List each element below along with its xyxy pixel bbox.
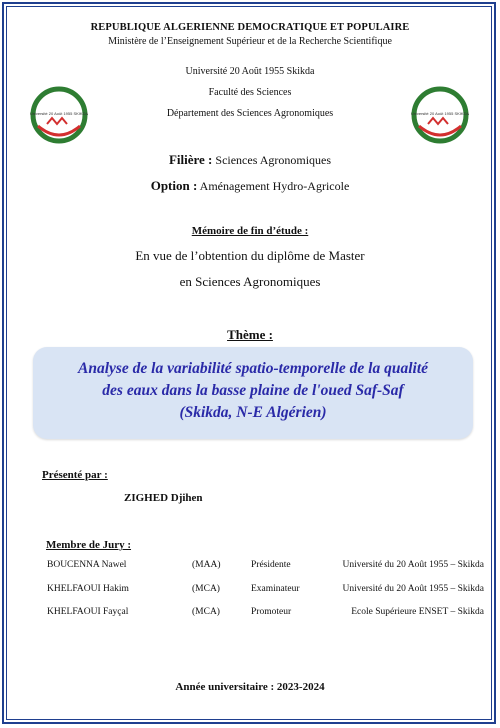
- jury-member-name: BOUCENNA Nawel: [47, 560, 127, 570]
- logo-text: Université 20 Août 1955 SKIKDA: [411, 111, 469, 116]
- memoire-heading: Mémoire de fin d’étude :: [191, 225, 309, 237]
- jury-member-role: Promoteur: [251, 607, 292, 617]
- option-value: Aménagement Hydro-Agricole: [199, 179, 350, 193]
- jury-row: [0, 607, 500, 623]
- student-name: ZIGHED Djihen: [124, 492, 203, 504]
- memoire-line-1: En vue de l’obtention du diplôme de Master: [135, 248, 365, 263]
- jury-label: Membre de Jury :: [46, 539, 132, 551]
- memoire-line-2: en Sciences Agronomiques: [179, 274, 321, 289]
- jury-member-name: KHELFAOUI Hakim: [47, 584, 129, 594]
- filiere-value: Sciences Agronomiques: [215, 153, 332, 167]
- theme-label: Thème :: [227, 327, 273, 342]
- jury-member-institution: Ecole Supérieure ENSET – Skikda: [351, 607, 484, 617]
- theme-line-2: des eaux dans la basse plaine de l'oued Saf-Saf: [102, 382, 404, 399]
- jury-member-grade: (MAA): [192, 560, 221, 570]
- university-name: Université 20 Août 1955 Skikda: [185, 66, 315, 77]
- option-line: [0, 178, 500, 194]
- jury-row: [0, 560, 500, 576]
- option-label: Option :: [150, 178, 198, 193]
- theme-title: [33, 358, 473, 424]
- jury-member-name: KHELFAOUI Fayçal: [47, 607, 129, 617]
- jury-member-institution: Université du 20 Août 1955 – Skikda: [342, 584, 484, 594]
- department-name: Département des Sciences Agronomiques: [166, 108, 334, 119]
- logo-text: Université 20 Août 1955 SKIKDA: [30, 111, 88, 116]
- ministry-name: Ministère de l’Enseignement Supérieur et de la Recherche Scientifique: [108, 36, 392, 47]
- theme-line-3: (Skikda, N-E Algérien): [179, 404, 327, 421]
- theme-line-1: Analyse de la variabilité spatio-temporelle de la qualité: [78, 360, 428, 377]
- jury-member-grade: (MCA): [192, 607, 220, 617]
- republic-title: REPUBLIQUE ALGERIENNE DEMOCRATIQUE ET POPULAIRE: [90, 22, 410, 33]
- faculty-name: Faculté des Sciences: [208, 87, 292, 98]
- jury-member-grade: (MCA): [192, 584, 220, 594]
- jury-member-role: Examinateur: [251, 584, 300, 594]
- filiere-label: Filière :: [168, 152, 213, 167]
- academic-year: Année universitaire : 2023-2024: [175, 681, 325, 693]
- presented-by-label: Présenté par :: [42, 469, 108, 481]
- filiere-line: [0, 152, 500, 168]
- jury-member-institution: Université du 20 Août 1955 – Skikda: [342, 560, 484, 570]
- jury-member-role: Présidente: [251, 560, 291, 570]
- jury-row: [0, 584, 500, 600]
